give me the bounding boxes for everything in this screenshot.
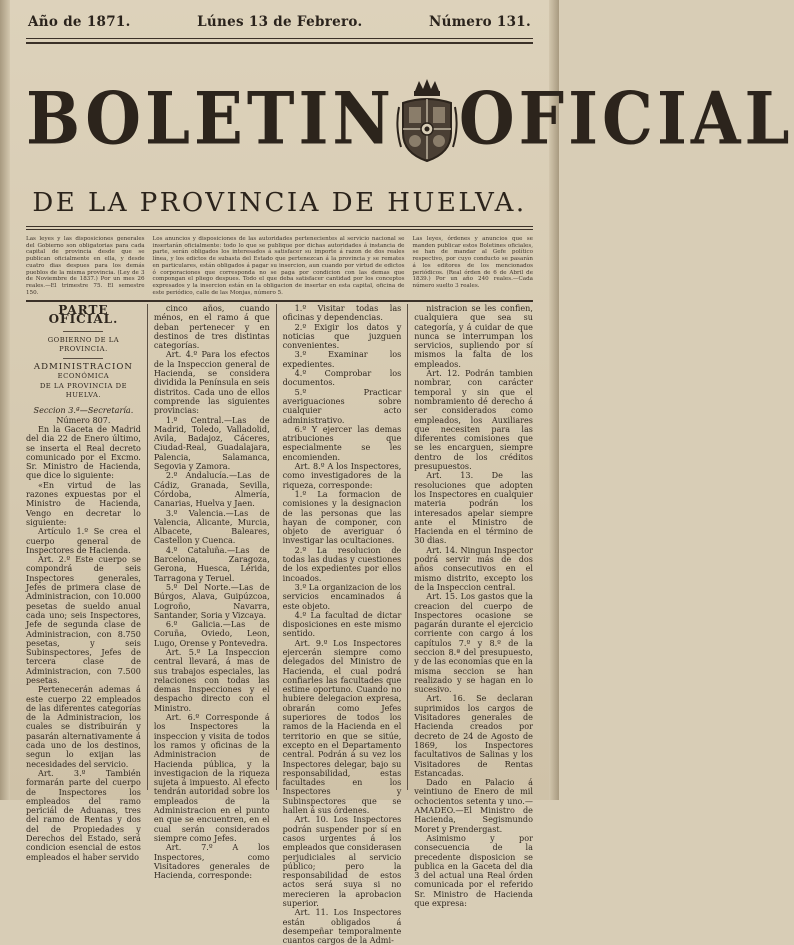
paragraph: 3.º Examinar los expedientes. (282, 349, 402, 369)
left-page-edge (0, 0, 10, 800)
publication-notices (26, 236, 533, 298)
masthead-word-boletin: BOLETIN (26, 77, 395, 162)
masthead (26, 70, 794, 170)
paragraph: 1.º La formacion de comisiones y la designacion de las personas que las hayan de componer, con objeto de averiguar ó investigar las ocultaciones. (282, 488, 402, 546)
section-title-parte-oficial: PARTE OFICIAL. (48, 303, 119, 327)
header-rule (26, 38, 533, 39)
paragraph: 2.º La resolucion de todas las dudas y cuestiones de los expedientes por ellos incoados. (282, 544, 402, 583)
issue-date: Lúnes 13 de Febrero. (197, 14, 363, 30)
column-rule (276, 304, 277, 790)
paragraph: En la Gaceta de Madrid del dia 22 de Enero último, se inserta el Real decreto comunicado por el Excmo. Sr. Ministro de Hacienda, que dice lo siguiente: (26, 423, 141, 481)
masthead-word-oficial: OFICIAL (458, 77, 794, 162)
paragraph: 4.º Comprobar los documentos. (282, 368, 402, 388)
paragraph: Asimismo y por consecuencia de la precedente disposicion se publica en la Gaceta del dia 3 del actual una Real órden comunicada por el referido Sr. Ministro de Hacienda que expresa: (414, 832, 533, 908)
government-heading: GOBIERNO DE LA PROVINCIA. (47, 335, 120, 353)
paragraph: 1.º Visitar todas las oficinas y dependencias. (282, 303, 402, 323)
paragraph: 6.º Galicia.—Las de Coruña, Oviedo, Leon, Lugo, Orense y Pontevedra. (153, 619, 270, 648)
paragraph: 3.º La organizacion de los servicios encaminados á este objeto. (282, 581, 402, 611)
paragraph: Art. 12. Podrán tambien nombrar, con carácter temporal y sin que el nombramiento dé derecho á ser considerados como empleados, los Auxiliares que necesiten para las diferentes comisiones que se les encarguen, siempre dentro de los créditos presupuestos. (414, 368, 533, 472)
paragraph: 1.º Central.—Las de Madrid, Toledo, Valladolid, Avila, Badajoz, Cáceres, Ciudad-Real, Guadalajara, Palencia, Salamanca, Segovia y Zamora. (153, 414, 270, 472)
paragraph: Art. 4.º Para los efectos de la Inspeccion general de Hacienda, se considera dividida la Península en seis distritos. Cada uno de ellos comprende las siguientes provincias: (153, 349, 270, 416)
paragraph: Art. 2.º Este cuerpo se compondrá de seis Inspectores generales, Jefes de primera clase de Administracion, con 10.000 pesetas de sueldo anual cada uno; seis Inspectores, Jefe de segunda clase de Administracion, con 8.750 pesetas, y seis Subinspectores, Jefes de tercera clase de Administracion, con 7.500 pesetas. (26, 554, 141, 685)
notices-rule (26, 300, 533, 302)
paragraph: Art. 16. Se declaran suprimidos los cargos de Visitadores generales de Hacienda creados por decreto de 24 de Agosto de 1869, los Inspectores facultativos de Salinas y los Visitadores de Rentas Estancadas. (414, 693, 533, 778)
section-label: Seccion 3.ª—Secretaría. (33, 405, 134, 416)
paragraph: Art. 5.º La Inspeccion central llevará, á mas de sus trabajos especiales, las relaciones con todas las demas Inspecciones y el despacho directo con el Ministro. (153, 646, 270, 713)
masthead-subtitle: DE LA PROVINCIA DE HUELVA. (32, 188, 527, 218)
paragraph: 5.º Practicar averiguaciones sobre cualquier acto administrativo. (282, 386, 402, 425)
column-divider-ornament (63, 358, 103, 359)
paragraph: Pertenecerán ademas á este cuerpo 22 empleados de las diferentes categorías de la Administracion, los cuales se distribuirán y pasarán alternativamente á cada uno de los destinos, segun lo exijan las necesidades del servicio. (26, 684, 141, 769)
paragraph: 2.º Exigir los datos y noticias que juzguen convenientes. (282, 321, 402, 351)
paragraph: Art. 13. De las resoluciones que adopten los Inspectores en cualquier materia podrán los interesados apelar siempre ante el Ministro de Hacienda en el término de 30 dias. (414, 470, 533, 546)
paragraph: Art. 10. Los Inspectores podrán suspender por sí en casos urgentes á los empleados que considerasen perjudiciales al servicio público; pero la responsabilidad de estos actos será suya si no merecieren la aprobacion superior. (282, 814, 402, 908)
royal-crest-icon (395, 76, 459, 164)
column-rule (147, 304, 148, 790)
paragraph: Art. 6.º Corresponde á los Inspectores la inspeccion y visita de todos los ramos y oficinas de la Administracion de Hacienda pública, y la investigacion de la riqueza sujeta á impuesto. Al efecto tendrán autoridad sobre los empleados de la Administracion en el punto en que se encuentren, en el cual serán considerados siempre como Jefes. (153, 712, 270, 843)
issue-number: Número 131. (428, 14, 531, 30)
subtitle-rule (26, 226, 533, 227)
document-number: Número 807. (56, 414, 111, 425)
issue-header (28, 14, 531, 30)
column-4 (414, 303, 533, 908)
administration-heading: ADMINISTRACION (33, 362, 133, 373)
header-rule-thick (26, 42, 533, 44)
column-3 (282, 303, 402, 945)
paragraph: nistracion se les confien, cualquiera que sea su categoría, y á cuidar de que nunca se interrumpan los servicios, supliendo por sí mismos la falta de los empleados. (414, 303, 533, 369)
economic-subheading: ECONÓMICA (57, 372, 110, 381)
paragraph: 2.º Andalucía.—Las de Cádiz, Granada, Sevilla, Córdoba, Almería, Canarias, Huelva y Jaen. (153, 470, 270, 509)
paragraph: Art. 8.º A los Inspectores, como investigadores de la riqueza, corresponde: (282, 461, 402, 490)
paragraph: Art. 11. Los Inspectores están obligados á desempeñar temporalmente cuantos cargos de la Admi- (282, 907, 402, 945)
paragraph: Art. 3.º También formarán parte del cuerpo de Inspectores los empleados del ramo periciál de Aduanas, tres del ramo de Rentas y dos del de Propiedades y Derechos del Estado, será condicion esencial de estos empleados el haber servido (26, 767, 141, 862)
paragraph: Artículo 1.º Se crea el cuerpo general de Inspectores de Hacienda. (26, 526, 141, 555)
column-1 (26, 303, 141, 862)
column-2 (153, 303, 270, 881)
issue-year: Año de 1871. (28, 14, 131, 30)
paragraph: 4.º La facultad de dictar disposiciones en este mismo sentido. (282, 609, 402, 639)
subtitle-rule-2 (26, 229, 533, 230)
article-columns (26, 303, 533, 945)
column-rule (407, 304, 408, 790)
notice-announcements: Los anuncios y disposiciones de las autoridades pertenecientes al servicio nacional se insertarán oficialmente: todo lo que se publique por dichas autoridades á instancia de parte, serán obligados los interesados á satisfacer su importe á razon de dos reales línea, y los edictos de subasta del Estado que pertenezcan á la provincia y se remates en particulares, están obligados á pagar su insercion, aun cuando por virtud de edictos ó corporaciones que corresponda no se paga por condicion con las demas que compongan el pliego despues. Todo el que deba satisfacer cantidad por los conceptos expresados y la insercion están en la obligacion de insertar en esta capital, oficina de este periódico, calle de las Monjas, número 5. (152, 236, 405, 296)
paragraph: 4.º Cataluña.—Las de Barcelona, Zaragoza, Gerona, Huesca, Lérida, Tarragona y Teruel. (153, 544, 270, 583)
province-subheading: DE LA PROVINCIA DE HUELVA. (39, 381, 128, 400)
paragraph: Dado en Palacio á veintiuno de Enero de mil ochocientos setenta y uno.—AMADEO.—El Ministro de Hacienda, Segismundo Moret y Prendergast. (414, 777, 533, 834)
notice-orders: Las leyes, órdenes y anuncios que se manden publicar estos Boletines oficiales, se han de mandar al Gefe político respectivo, por cuyo conducto se pasarán á los editores de los mencionados periódicos. (Real órden de 6 de Abril de 1839.) Por un año 240 reales.—Cada número suelto 3 reales. (412, 236, 533, 289)
paragraph: Art. 9.º Los Inspectores ejercerán siempre como delegados del Ministro de Hacienda, el cual podrá confiarles las facultades que estime oportuno. Cuando no hubiere delegacion expresa, obrarán como Jefes superiores de todos los ramos de la Hacienda en el territorio en que se sitúe, excepto en el Departamento central. Podrán á su vez los Inspectores delegar, bajo su responsabilidad, estas facultades en los Inspectores y Subinspectores que se hallen á sus órdenes. (282, 637, 402, 816)
column-divider-ornament (63, 331, 103, 332)
paragraph: 5.º Del Norte.—Las de Búrgos, Alava, Guipúzcoa, Logroño, Navarra, Santander, Soria y Vizcaya. (153, 581, 270, 620)
paragraph: Art. 7.º A los Inspectores, como Visitadores generales de Hacienda, corresponde: (153, 842, 270, 881)
notice-laws: Las leyes y las disposiciones generales del Gobierno son obligatorias para cada capital de provincia desde que se publican oficialmente en ella, y desde cuatro dias despues para los demás pueblos de la misma provincia. (Ley de 3 de Noviembre de 1837.) Por un mes 26 reales.—El trimestre 75. El semestre 150. (26, 236, 145, 296)
paragraph: 6.º Y ejercer las demas atribuciones que especialmente se les encomienden. (282, 423, 402, 462)
paragraph: cinco años, cuando ménos, en el ramo á que deban pertenecer y en destinos de tres distintas categorías. (153, 303, 270, 351)
paragraph: «En virtud de las razones expuestas por el Ministro de Hacienda, Vengo en decretar lo siguiente: (26, 479, 141, 527)
paragraph: Art. 14. Ningun Inspector podrá servir más de dos años consecutivos en el mismo distrito, excepto los de la Inspeccion central. (414, 544, 533, 592)
paragraph: Art. 15. Los gastos que la creacion del cuerpo de Inspectores ocasione se pagarán durante el ejercicio corriente con cargo á los capítulos 7.º y 8.º de la seccion 8.ª del presupuesto, y de las economías que en la misma seccion se han realizado y se hagan en lo sucesivo. (414, 591, 533, 695)
paragraph: 3.º Valencia.—Las de Valencia, Alicante, Murcia, Albacete, Baleares, Castellon y Cuenca. (153, 507, 270, 546)
